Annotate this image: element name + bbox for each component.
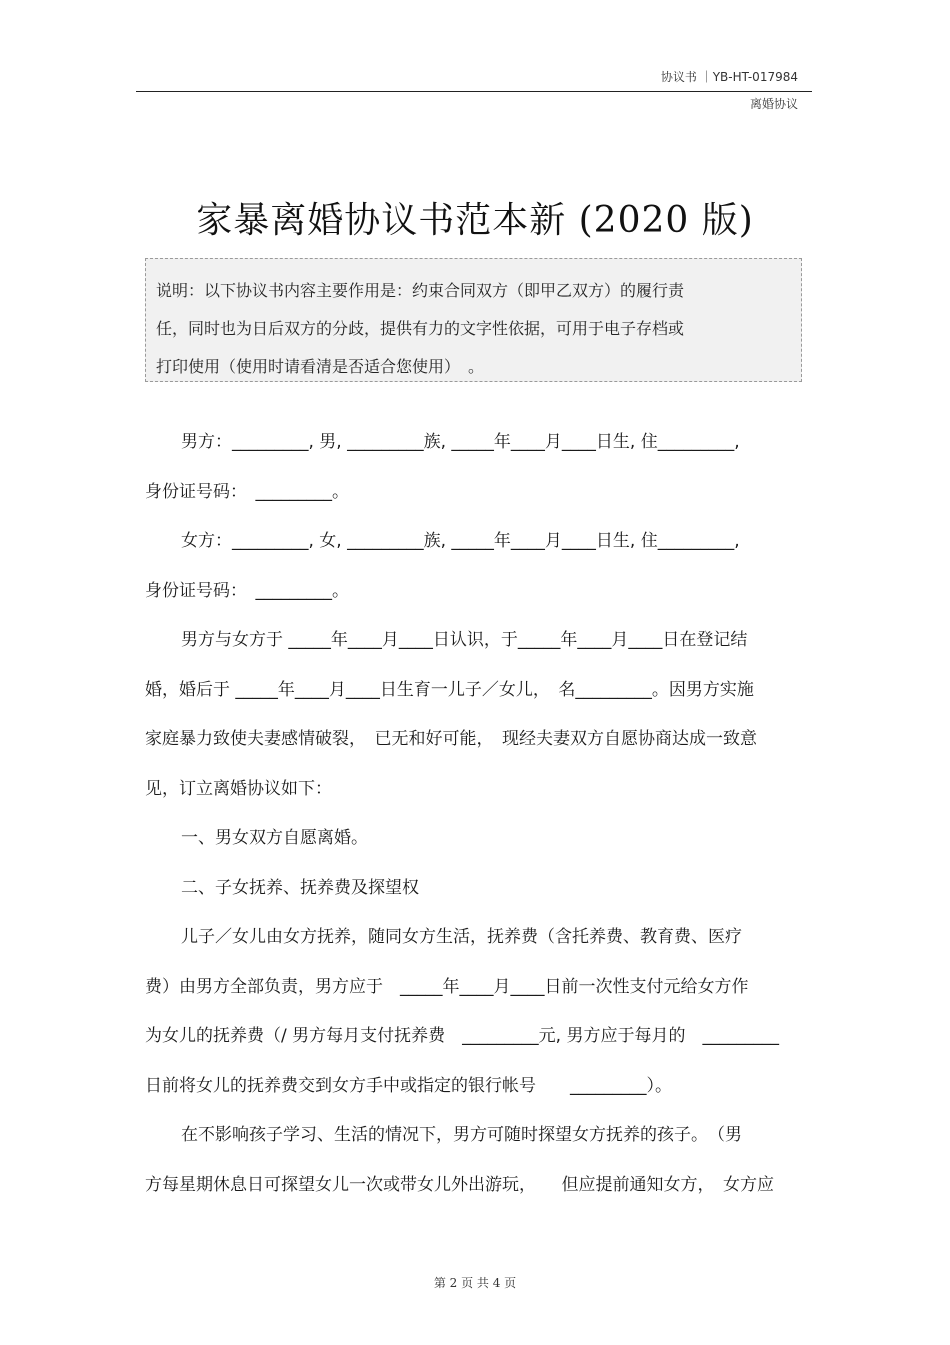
clause-2-text: 为女儿的抚养费（/ 男方每月支付抚养费 _________元, 男方应于每月的 _________ bbox=[145, 1026, 779, 1046]
body-line-background: 婚，婚后于 _____年____月____日生育一儿子／女儿， 名_________。因男方实施 bbox=[145, 679, 754, 700]
body-line-husband-id: 身份证号码： _________。 bbox=[145, 481, 349, 502]
document-title: 家暴离婚协议书范本新 (2020 版) bbox=[196, 200, 754, 241]
notice-line: 说明：以下协议书内容主要作用是：约束合同双方（即甲乙双方）的履行责 bbox=[156, 281, 685, 300]
clause-2-text: 费）由男方全部负责，男方应于 _____年____月____日前一次性支付元给女方作 bbox=[145, 976, 749, 997]
notice-line: 任，同时也为日后双方的分歧，提供有力的文字性依据，可用于电子存档或 bbox=[156, 319, 685, 338]
clause-1: 一、男女双方自愿离婚。 bbox=[181, 828, 368, 848]
notice-box bbox=[145, 258, 802, 382]
notice-line: 打印使用（使用时请看清是否适合您使用） 。 bbox=[156, 357, 485, 376]
body-line-wife: 女方：_________, 女, _________族, _____年____月____日生, 住_________, bbox=[181, 531, 740, 551]
body-line-background: 男方与女方于 _____年____月____日认识，于_____年____月____日在登记结 bbox=[181, 630, 748, 650]
clause-2-text: 日前将女儿的抚养费交到女方手中或指定的银行帐号 _________）。 bbox=[145, 1075, 672, 1096]
clause-2-visitation: 方每星期休息日可探望女儿一次或带女儿外出游玩， 但应提前通知女方， 女方应 bbox=[145, 1174, 774, 1195]
header-category: 离婚协议 bbox=[749, 97, 798, 111]
header-doc-code: 协议书 ｜YB-HT-017984 bbox=[660, 70, 798, 84]
document-body bbox=[145, 418, 810, 1210]
clause-2-heading: 二、子女抚养、抚养费及探望权 bbox=[181, 877, 419, 898]
clause-2-visitation: 在不影响孩子学习、生活的情况下，男方可随时探望女方抚养的孩子。 （男 bbox=[181, 1125, 742, 1145]
page-number: 第 2 页 共 4 页 bbox=[433, 1276, 517, 1290]
body-line-wife-id: 身份证号码： _________。 bbox=[145, 580, 349, 601]
body-line-background: 见，订立离婚协议如下： bbox=[145, 778, 332, 799]
clause-2-text: 儿子／女儿由女方抚养，随同女方生活，抚养费（含托养费、教育费、医疗 bbox=[181, 927, 742, 947]
header-divider bbox=[136, 91, 812, 92]
body-line-husband: 男方：_________, 男, _________族, _____年____月____日生, 住_________, bbox=[181, 432, 740, 452]
body-line-background: 家庭暴力致使夫妻感情破裂， 已无和好可能， 现经夫妻双方自愿协商达成一致意 bbox=[145, 729, 757, 749]
